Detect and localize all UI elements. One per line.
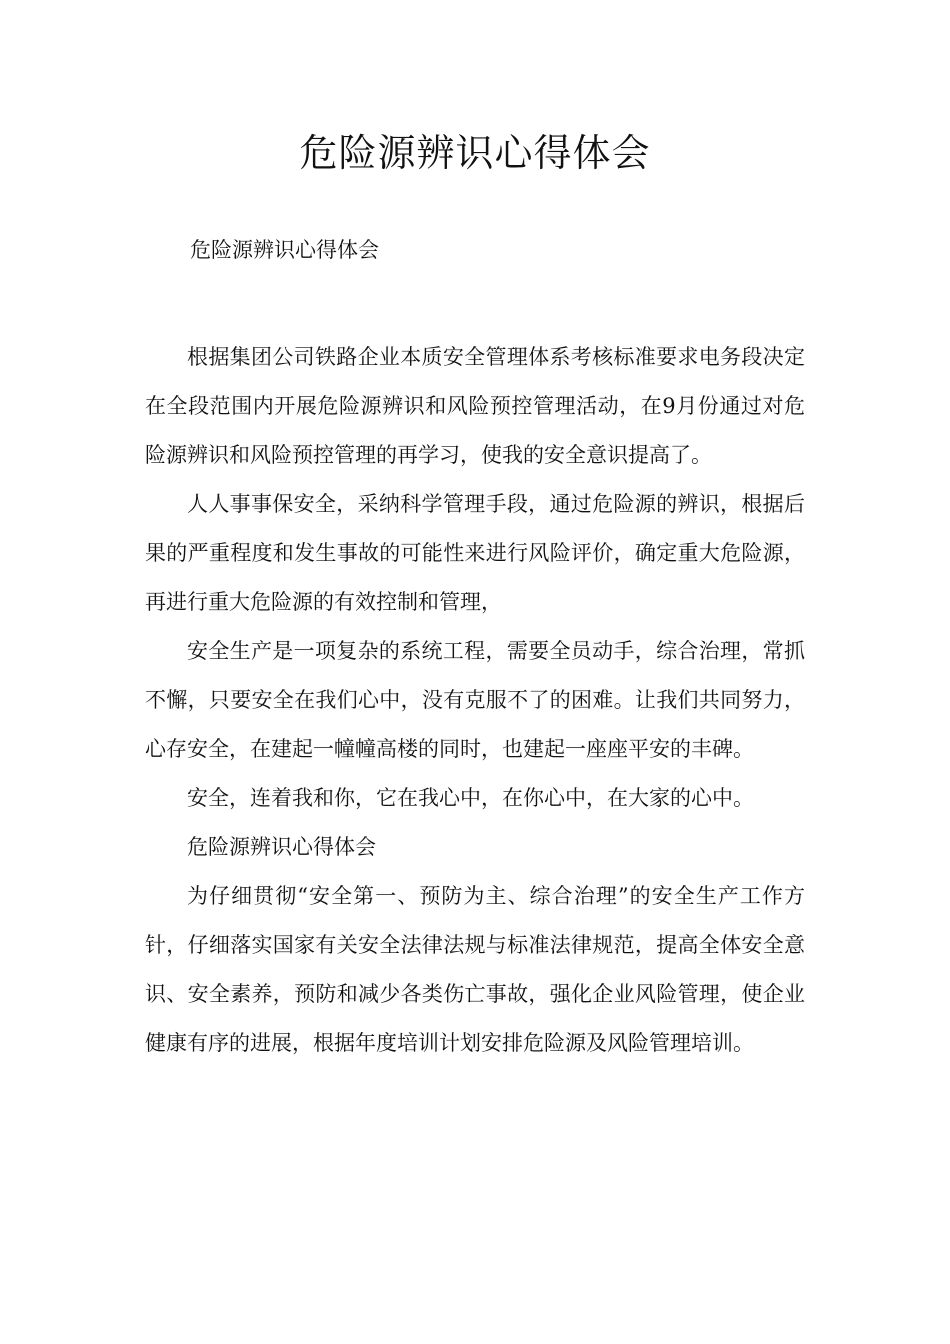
paragraph-4: 安全，连着我和你，它在我心中，在你心中，在大家的心中。 <box>187 786 754 810</box>
document-body <box>145 333 805 1068</box>
document-subtitle: 危险源辨识心得体会 <box>190 238 379 262</box>
section-heading: 危险源辨识心得体会 <box>187 835 376 859</box>
paragraph-1: 根据集团公司铁路企业本质安全管理体系考核标准要求电务段决定在全段范围内开展危险源辨识和风险预控管理活动，在9月份通过对危险源辨识和风险预控管理的再学习，使我的安全意识提高了。 <box>145 345 805 467</box>
paragraph-3: 安全生产是一项复杂的系统工程，需要全员动手，综合治理，常抓不懈，只要安全在我们心中，没有克服不了的困难。让我们共同努力，心存安全，在建起一幢幢高楼的同时，也建起一座座平安的丰碑。 <box>145 639 805 761</box>
paragraph-2: 人人事事保安全，采纳科学管理手段，通过危险源的辨识，根据后果的严重程度和发生事故的可能性来进行风险评价，确定重大危险源，再进行重大危险源的有效控制和管理， <box>145 492 805 614</box>
document-title: 危险源辨识心得体会 <box>299 131 651 175</box>
paragraph-5: 为仔细贯彻“安全第一、预防为主、综合治理”的安全生产工作方针，仔细落实国家有关安全法律法规与标准法律规范，提高全体安全意识、安全素养，预防和减少各类伤亡事故，强化企业风险管理，使企业健康有序的进展，根据年度培训计划安排危险源及风险管理培训。 <box>145 884 805 1055</box>
